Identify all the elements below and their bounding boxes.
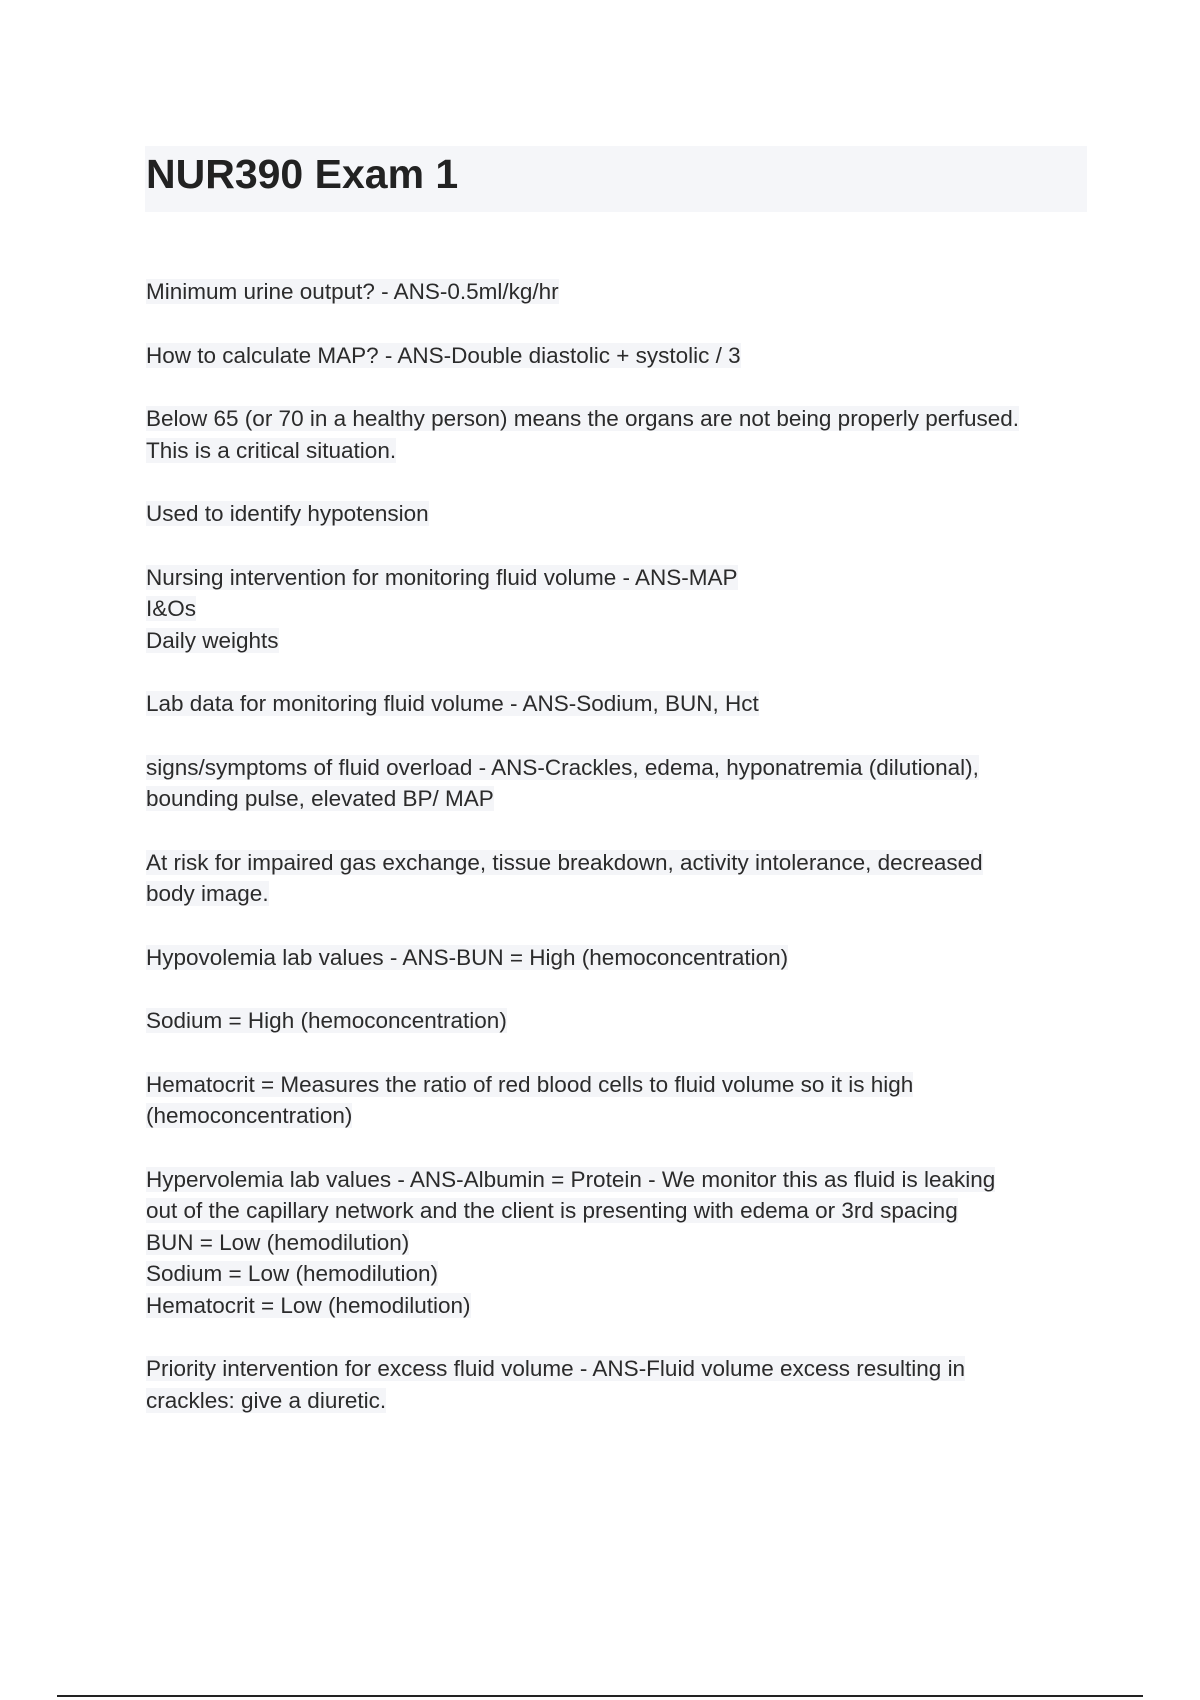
paragraph-calculate-map — [146, 340, 1096, 372]
text-line: (hemoconcentration) — [146, 1103, 353, 1128]
text-line: BUN = Low (hemodilution) — [146, 1229, 410, 1255]
text-line: body image. — [146, 881, 269, 906]
text-line: Lab data for monitoring fluid volume - ANS-Sodium, BUN, Hct — [146, 691, 759, 716]
text-line: crackles: give a diuretic. — [146, 1387, 387, 1413]
text-line: Minimum urine output? - ANS-0.5ml/kg/hr — [146, 279, 559, 304]
text-line: I&Os — [146, 596, 197, 621]
paragraph-priority-intervention — [146, 1353, 1096, 1416]
paragraph-at-risk — [146, 847, 1096, 910]
text-line: Sodium = Low (hemodilution) — [146, 1261, 439, 1286]
text-line: How to calculate MAP? - ANS-Double diastolic + systolic / 3 — [146, 342, 741, 368]
paragraph-nursing-intervention — [146, 562, 1096, 657]
text-line: Hypovolemia lab values - ANS-BUN = High (hemoconcentration) — [146, 944, 789, 970]
paragraph-hypovolemia-labs — [146, 942, 1096, 974]
text-line: Below 65 (or 70 in a healthy person) means the organs are not being properly perfused. — [146, 406, 1020, 431]
text-line: Sodium = High (hemoconcentration) — [146, 1008, 507, 1033]
paragraph-fluid-overload — [146, 752, 1096, 815]
text-line: Nursing intervention for monitoring fluid volume - ANS-MAP — [146, 564, 738, 590]
paragraph-hypotension — [146, 498, 1096, 530]
text-line: out of the capillary network and the client is presenting with edema or 3rd spacing — [146, 1198, 958, 1223]
paragraph-below-65 — [146, 403, 1096, 466]
text-line: Hematocrit = Measures the ratio of red blood cells to fluid volume so it is high — [146, 1071, 914, 1097]
text-line: Priority intervention for excess fluid volume - ANS-Fluid volume excess resulting in — [146, 1356, 966, 1381]
paragraph-hematocrit — [146, 1069, 1096, 1132]
page-title: NUR390 Exam 1 — [146, 151, 459, 197]
text-line: At risk for impaired gas exchange, tissue breakdown, activity intolerance, decreased — [146, 849, 983, 875]
text-line: signs/symptoms of fluid overload - ANS-Crackles, edema, hyponatremia (dilutional), — [146, 754, 979, 780]
text-line: bounding pulse, elevated BP/ MAP — [146, 786, 494, 811]
paragraph-min-urine-output — [146, 276, 1096, 308]
document-body — [146, 276, 1096, 1448]
text-line: Daily weights — [146, 627, 279, 653]
paragraph-sodium-high — [146, 1005, 1096, 1037]
text-line: Hypervolemia lab values - ANS-Albumin = Protein - We monitor this as fluid is leaking — [146, 1166, 996, 1192]
paragraph-lab-data — [146, 688, 1096, 720]
text-line: This is a critical situation. — [146, 437, 397, 463]
text-line: Hematocrit = Low (hemodilution) — [146, 1292, 471, 1318]
text-line: Used to identify hypotension — [146, 501, 429, 526]
paragraph-hypervolemia-labs — [146, 1164, 1096, 1322]
footer-divider — [57, 1695, 1143, 1697]
